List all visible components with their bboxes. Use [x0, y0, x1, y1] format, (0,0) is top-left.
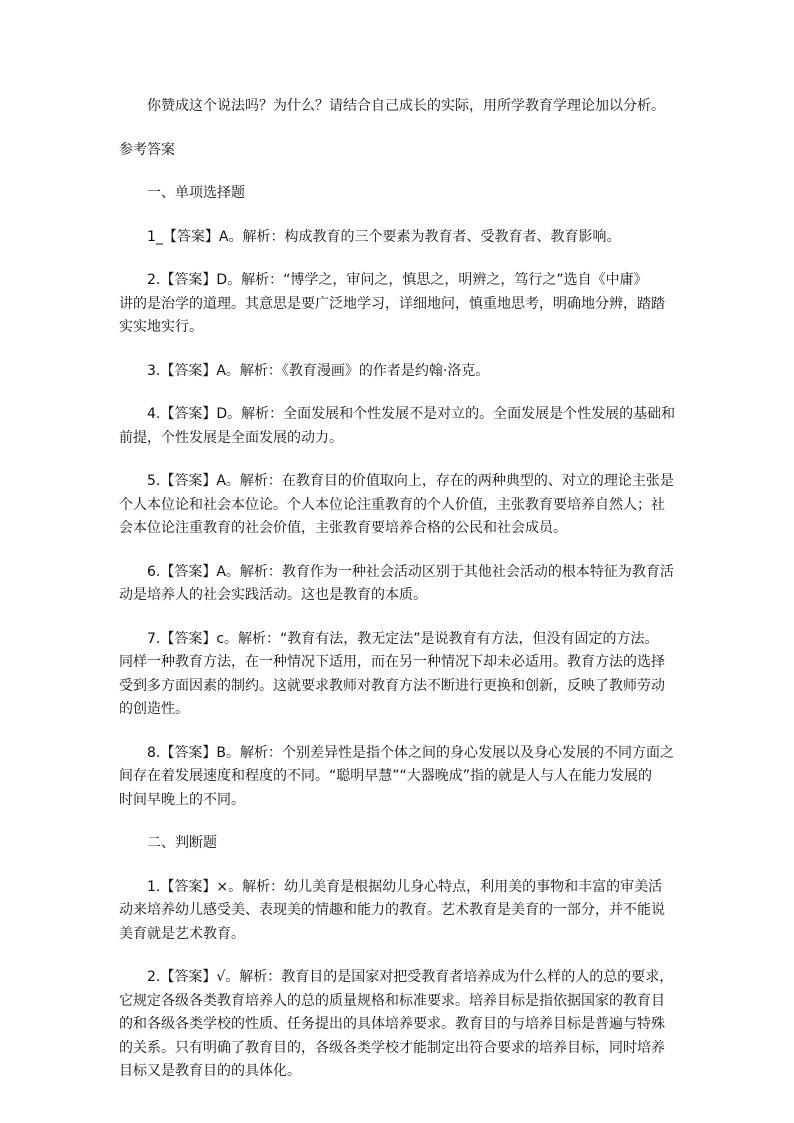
- text-line: 2.【答案】D。解析：“博学之，审问之，慎思之，明辨之，笃行之”选自《中庸》: [147, 272, 648, 288]
- text-line: 个人本位论和社会本位论。个人本位论注重教育的个人价值，主张教育要培养自然人；社: [119, 496, 665, 513]
- text-line: 6.【答案】A。解析：教育作为一种社会活动区别于其他社会活动的根本特征为教育活: [147, 563, 674, 580]
- text-line: 动是培养人的社会实践活动。这也是教育的本质。: [119, 587, 427, 603]
- text-line: 8.【答案】B。解析：个别差异性是指个体之间的身心发展以及身心发展的不同方面之: [147, 744, 674, 761]
- paragraph: [119, 742, 689, 813]
- paragraph: [119, 403, 689, 450]
- text-line: 参考答案: [119, 141, 175, 158]
- text-line: 1_【答案】A。解析：构成教育的三个要素为教育者、受教育者、教育影响。: [147, 228, 621, 245]
- paragraph: [119, 832, 689, 856]
- paragraph: [119, 561, 689, 608]
- text-line: 1.【答案】×。解析：幼儿美育是根据幼儿身心特点，利用美的事物和丰富的审美活: [147, 878, 663, 895]
- paragraph: [119, 226, 689, 250]
- paragraph: [119, 95, 689, 119]
- text-line: 3.【答案】A。解析：《教育漫画》的作者是约翰·洛克。: [147, 362, 490, 379]
- text-line: 时间早晚上的不同。: [119, 791, 245, 808]
- text-line: 5.【答案】A。解析：在教育目的价值取向上，存在的两种典型的、对立的理论主张是: [147, 473, 674, 489]
- text-line: 会本位论注重教育的社会价值，主张教育要培养合格的公民和社会成员。: [119, 520, 567, 536]
- paragraph: [119, 269, 689, 340]
- text-line: 它规定各级各类教育培养人的总的质量规格和标准要求。培养目标是指依据国家的教育目: [119, 992, 665, 1009]
- text-line: 同样一种教育方法，在一种情况下适用，而在另一种情况下却未必适用。教育方法的选择: [119, 654, 665, 670]
- text-line: 4.【答案】D。解析：全面发展和个性发展不是对立的。全面发展是个性发展的基础和: [147, 406, 676, 422]
- text-line: 2.【答案】√。解析：教育目的是国家对把受教育者培养成为什么样的人的总的要求，: [147, 969, 674, 985]
- text-line: 讲的是治学的道理。其意思是要广泛地学习，详细地问，慎重地思考，明确地分辨，踏踏: [119, 295, 665, 312]
- paragraph: [119, 876, 689, 947]
- text-line: 的创造性。: [119, 701, 189, 717]
- text-line: 目标又是教育目的的具体化。: [119, 1063, 301, 1079]
- text-line: 你赞成这个说法吗？为什么？请结合自己成长的实际，用所学教育学理论加以分析。: [147, 98, 665, 114]
- paragraph: [119, 360, 689, 384]
- text-line: 受到多方面因素的制约。这就要求教师对教育方法不断进行更换和创新，反映了教师劳动: [119, 677, 665, 694]
- paragraph: [119, 966, 689, 1084]
- text-line: 的和各级各类学校的性质、任务提出的具体培养要求。教育目的与培养目标是普遍与特殊: [119, 1016, 665, 1032]
- paragraph: [119, 182, 689, 206]
- text-line: 美育就是艺术教育。: [119, 925, 245, 942]
- text-line: 一、单项选择题: [147, 185, 245, 201]
- text-line: 二、判断题: [147, 835, 217, 851]
- document-page: [119, 95, 689, 1104]
- text-line: 7.【答案】c。解析：“教育有法，教无定法”是说教育有方法，但没有固定的方法。: [147, 630, 659, 647]
- text-line: 前提，个性发展是全面发展的动力。: [119, 429, 343, 446]
- paragraph: [119, 139, 689, 163]
- text-line: 实实地实行。: [119, 319, 203, 335]
- text-line: 的关系。只有明确了教育目的，各级各类学校才能制定出符合要求的培养目标，同时培养: [119, 1039, 665, 1056]
- text-line: 间存在着发展速度和程度的不同。“聪明早慧”“大器晚成”指的就是人与人在能力发展的: [119, 768, 653, 784]
- paragraph: [119, 470, 689, 541]
- text-line: 动来培养幼儿感受美、表现美的情趣和能力的教育。艺术教育是美育的一部分，并不能说: [119, 902, 665, 918]
- paragraph: [119, 628, 689, 722]
